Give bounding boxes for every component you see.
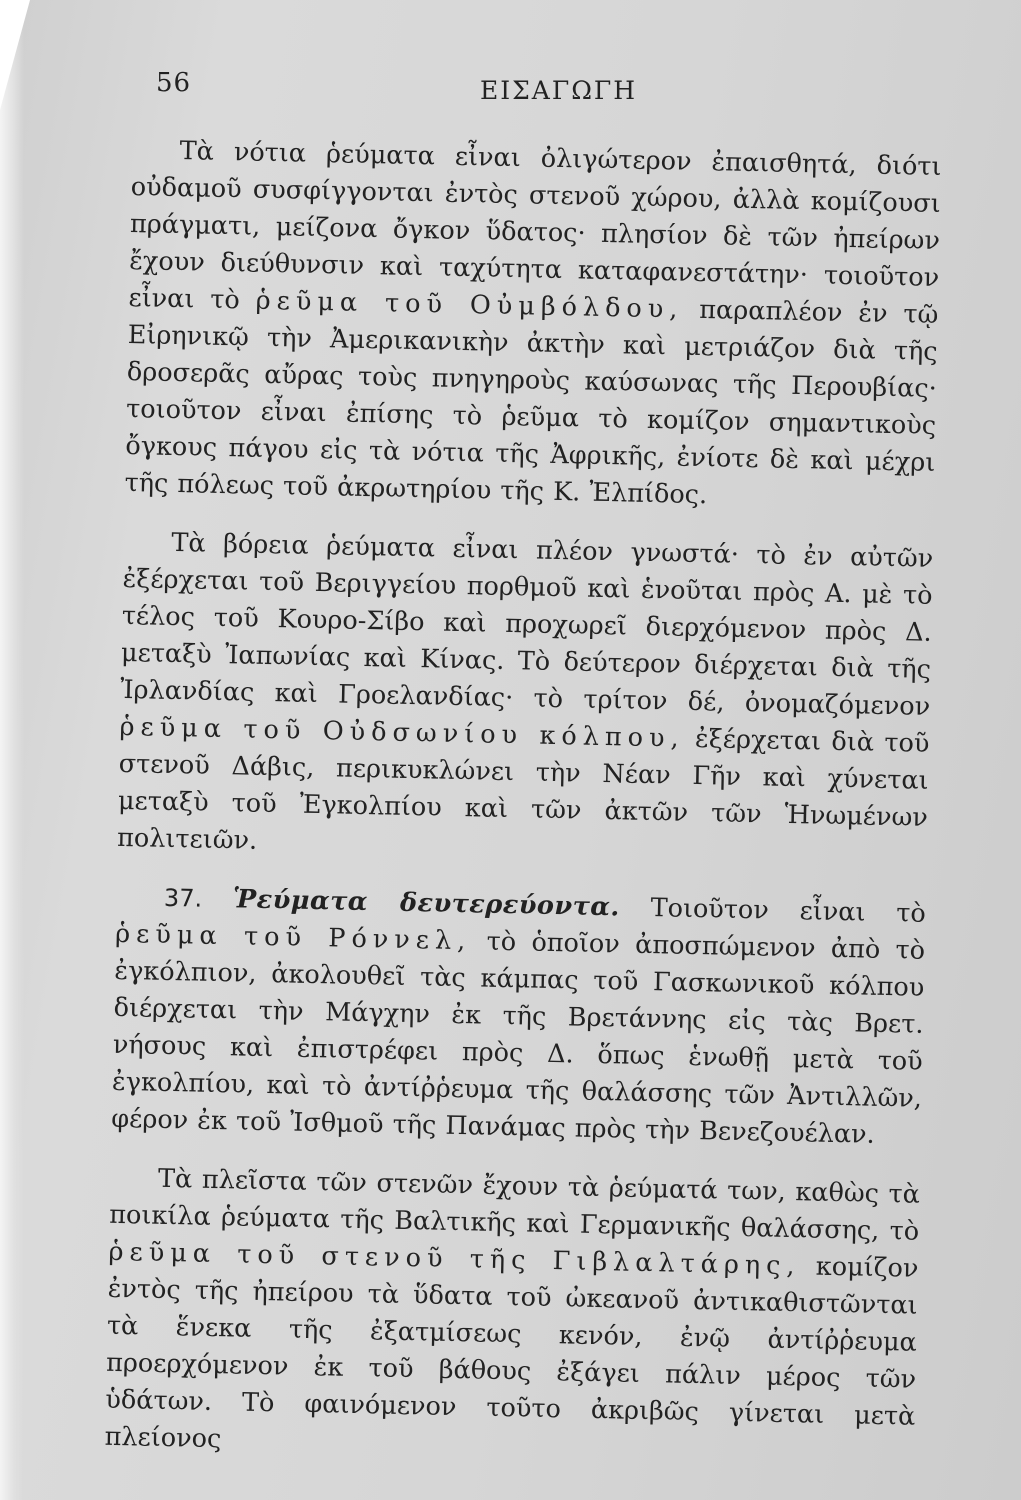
paragraph-text-continued: παραπλέον ἐν τῷ Εἰρηνικῷ τὴν Ἀμερικανικὴν ἀκτὴν καὶ μετριάζον διὰ τῆς δροσερᾶς αὔρας τοὺς πνηγηροὺς καύσωνας τῆς Περουβίας· τοιοῦτον εἶναι ἐπίσης τὸ ῥεῦμα τὸ κομίζον σημαντικοὺς ὄγκους πάγου εἰς τὰ νότια τῆς Ἀφρικῆς, ἐνίοτε δὲ καὶ μέχρι τῆς πόλεως τοῦ ἀκρωτηρίου τῆς Κ. Ἐλπίδος. — [124, 294, 939, 511]
section-number: 37. — [163, 883, 203, 913]
paragraph-text: Τὰ νότια ῥεύματα εἶναι ὀλιγώτερον ἐπαισθητά, διότι οὐδαμοῦ συσφίγγονται ἐντὸς στενοῦ χώρου, ἀλλὰ κομίζουσι πράγματι, μείζονα ὄγκον ὕδατος· πλησίον δὲ τῶν ἠπείρων ἔχουν διεύθυνσιν καὶ ταχύτητα καταφανεστάτην· τοιοῦτον εἶναι τὸ — [128, 136, 942, 316]
paragraph-text-continued: τὸ ὁποῖον ἀποσπώμενον ἀπὸ τὸ ἐγκόλπιον, ἀκολουθεῖ τὰς κάμπας τοῦ Γασκωνικοῦ κόλπου διέρχεται τὴν Μάγχην ἐκ τῆς Βρετάννης εἰς τὰς Βρετ. νήσους καὶ ἐπιστρέφει πρὸς Δ. ὅπως ἑνωθῇ μετὰ τοῦ ἐγκολπίου, καὶ τὸ ἀντίῤῥευμα τῆς θαλάσσης τῶν Ἀντιλλῶν, φέρον ἐκ τοῦ Ἰσθμοῦ τῆς Πανάμας πρὸς τὴν Βενεζουέλαν. — [111, 926, 926, 1150]
paragraph-text: Τὰ βόρεια ῥεύματα εἶναι πλέον γνωστά· τὸ ἐν αὐτῶν ἐξέρχεται τοῦ Βεριγγείου πορθμοῦ καὶ ἑνοῦται πρὸς Α. μὲ τὸ τέλος τοῦ Κουρο-Σίβο καὶ προχωρεῖ διερχόμενον πρὸς Δ. μεταξὺ Ἰαπωνίας καὶ Κίνας. Τὸ δεύτερον διέρχεται διὰ τῆς Ἰρλανδίας καὶ Γροελανδίας· τὸ τρίτον δέ, ὀνομαζόμενον — [119, 527, 934, 722]
spaced-term: ῥεῦμα τοῦ Οὐδσωνίου κόλπου, — [119, 711, 685, 754]
paragraph-straits-currents — [104, 1160, 920, 1473]
section-37-paragraph — [111, 879, 926, 1155]
spaced-term: ῥεῦμα τοῦ στενοῦ τῆς Γιβλαλτάρης, — [108, 1236, 801, 1282]
paragraph-southern-currents — [124, 132, 942, 519]
running-head: ΕΙΣΑΓΩΓΗ — [480, 76, 638, 105]
spaced-term: ῥεῦμα τοῦ Ρόννελ, — [114, 918, 472, 957]
paragraph-northern-currents — [117, 524, 934, 874]
paragraph-text-continued: κομίζον ἐντὸς τῆς ἠπείρου τὰ ὕδατα τοῦ ὠκεανοῦ ἀντικαθιστῶνται τὰ ἕνεκα τῆς ἐξατμίσεως κενόν, ἐνῷ ἀντίῤῥευμα προερχόμενον ἐκ τοῦ βάθους ἐξάγει πάλιν μέρος τῶν ὑδάτων. Τὸ φαινόμενον τοῦτο ἀκριβῶς γίνεται μετὰ πλείονος — [104, 1251, 919, 1455]
paragraph-text: Τοιοῦτον εἶναι τὸ — [650, 893, 927, 929]
spaced-term: ῥεῦμα τοῦ Οὐμβόλδου, — [255, 285, 684, 325]
section-title: Ῥεύματα δευτερεύοντα. — [232, 884, 621, 923]
page-number: 56 — [156, 68, 192, 98]
page-header — [150, 68, 931, 108]
page-body — [104, 132, 942, 1495]
paragraph-text-continued: ἐξέρχεται διὰ τοῦ στενοῦ Δάβις, περικυκλώνει τὴν Νέαν Γῆν καὶ χύνεται μεταξὺ τοῦ Ἐγκολπίου καὶ τῶν ἀκτῶν τῶν Ἡνωμένων πολιτειῶν. — [116, 723, 930, 856]
paragraph-text: Τὰ πλεῖστα τῶν στενῶν ἔχουν τὰ ῥεύματά των, καθὼς τὰ ποικίλα ῥεύματα τῆς Βαλτικῆς καὶ Γερμανικῆς θαλάσσης, τὸ — [109, 1163, 921, 1247]
page-corner — [0, 0, 30, 110]
